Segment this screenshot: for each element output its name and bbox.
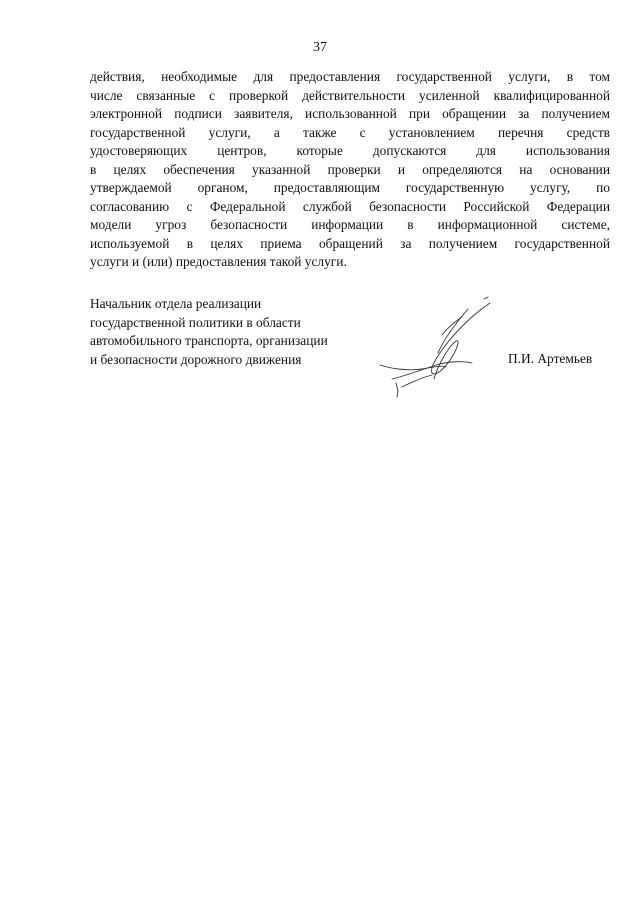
body-line: утверждаемой органом, предоставляющим государственную услугу, по [90, 180, 610, 195]
body-line: согласованию с Федеральной службой безопасности Российской Федерации [90, 198, 610, 214]
handwritten-signature [372, 295, 502, 400]
position-line: государственной политики в области [90, 314, 301, 330]
body-line: электронной подписи заявителя, использованной при обращении за получением [90, 106, 610, 121]
position-line: и безопасности дорожного движения [90, 351, 302, 367]
body-line: действия, необходимые для предоставления государственной услуги, в том [90, 69, 610, 84]
signer-position [90, 295, 390, 369]
body-line: используемой в целях приема обращений за получением государственной [90, 235, 610, 251]
body-line: в целях обеспечения указанной проверки и определяются на основании [90, 161, 610, 177]
position-line: Начальник отдела реализации [90, 296, 262, 311]
position-line: автомобильного транспорта, организации [90, 333, 328, 348]
body-line: числе связанные с проверкой действительности усиленной квалифицированной [90, 87, 610, 103]
body-line: услуги и (или) предоставления такой услуги. [90, 254, 347, 269]
body-line: государственной услуги, а также с установлением перечня средств [90, 124, 610, 140]
page-number: 37 [313, 40, 327, 55]
signer-name: П.И. Артемьев [508, 351, 593, 366]
body-paragraph [90, 68, 610, 272]
body-line: модели угроз безопасности информации в информационной системе, [90, 217, 610, 232]
body-line: удостоверяющих центров, которые допускаются для использования [90, 143, 610, 158]
